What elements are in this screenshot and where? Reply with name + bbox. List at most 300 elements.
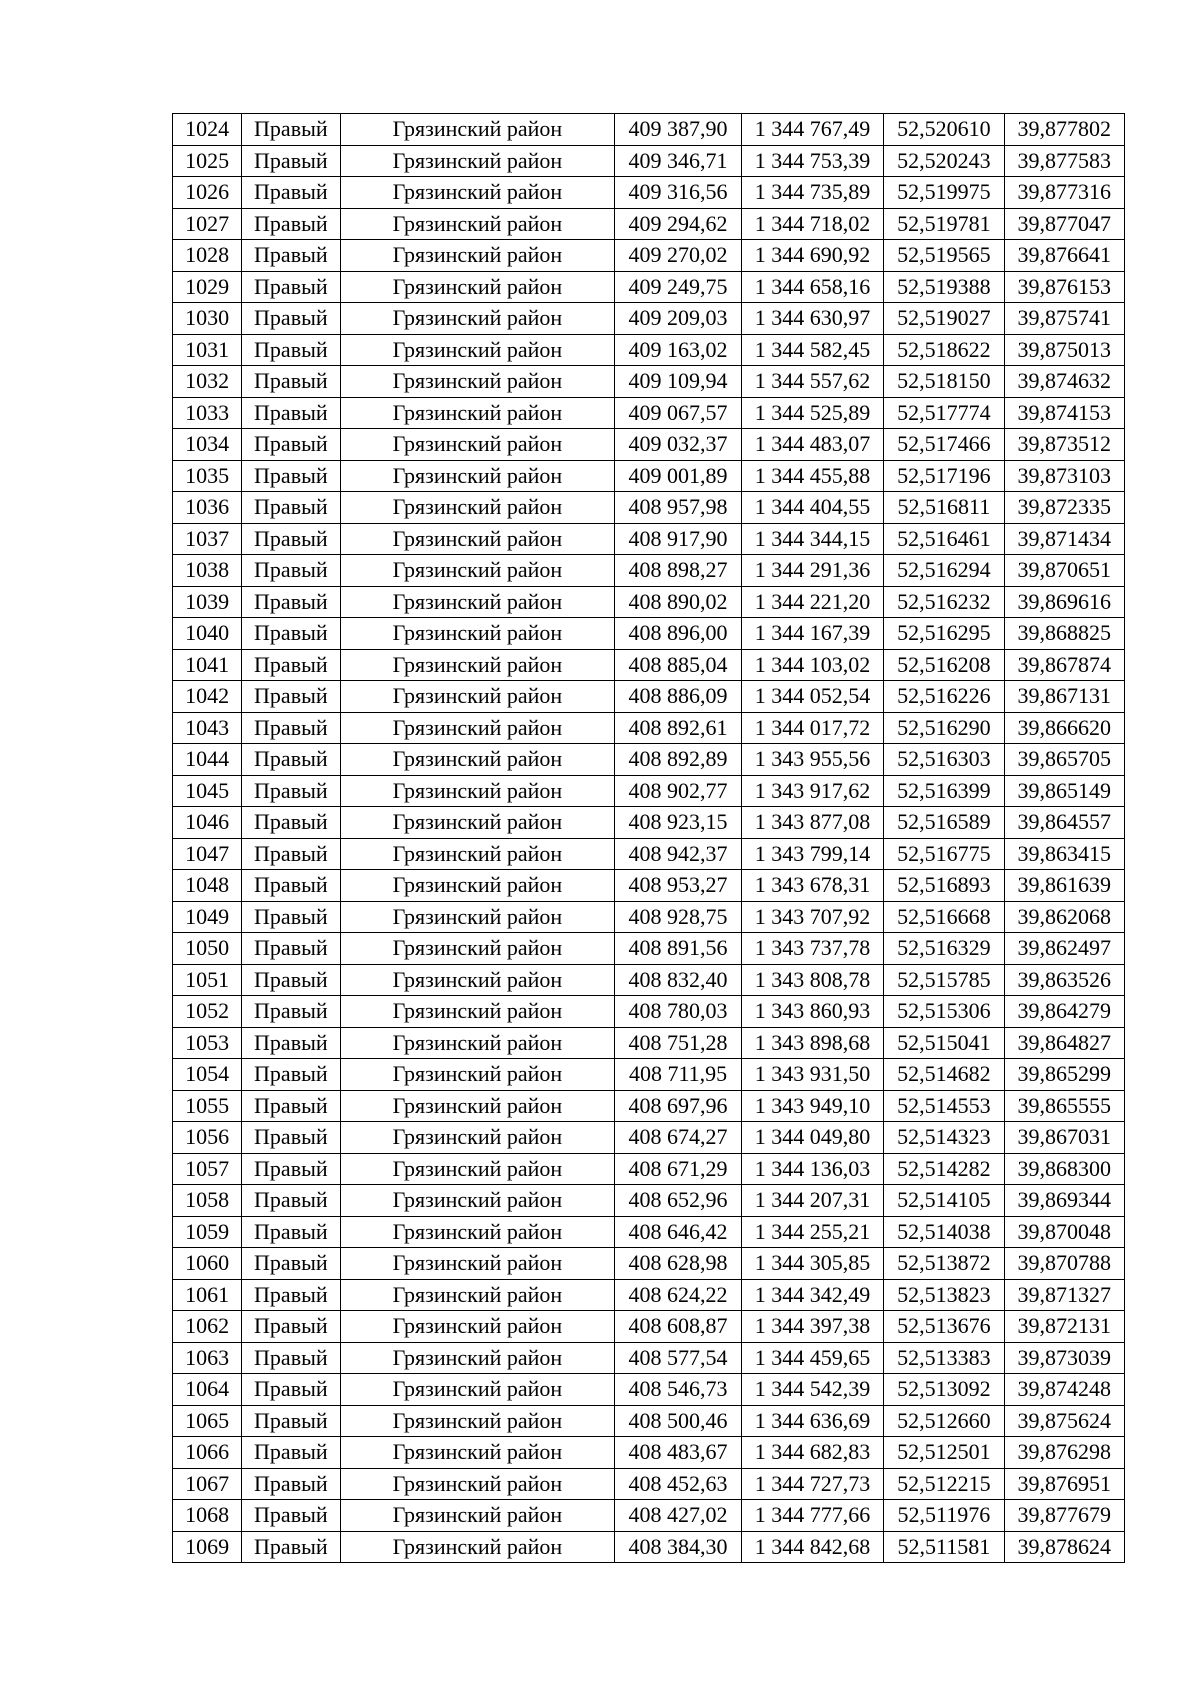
point-number-cell: 1064 bbox=[173, 1374, 242, 1406]
longitude-cell: 39,877679 bbox=[1004, 1500, 1124, 1532]
longitude-cell: 39,865705 bbox=[1004, 744, 1124, 776]
x-coordinate-cell: 409 109,94 bbox=[615, 366, 741, 398]
district-cell: Грязинский район bbox=[340, 208, 615, 240]
table-row bbox=[173, 366, 1125, 398]
point-number-cell: 1057 bbox=[173, 1153, 242, 1185]
x-coordinate-cell: 409 387,90 bbox=[615, 114, 741, 146]
table-row bbox=[173, 1468, 1125, 1500]
bank-side-cell: Правый bbox=[242, 1374, 340, 1406]
bank-side-cell: Правый bbox=[242, 303, 340, 335]
table-row bbox=[173, 492, 1125, 524]
longitude-cell: 39,862497 bbox=[1004, 933, 1124, 965]
district-cell: Грязинский район bbox=[340, 933, 615, 965]
longitude-cell: 39,877316 bbox=[1004, 177, 1124, 209]
district-cell: Грязинский район bbox=[340, 1059, 615, 1091]
table-row bbox=[173, 964, 1125, 996]
y-coordinate-cell: 1 344 483,07 bbox=[741, 429, 883, 461]
bank-side-cell: Правый bbox=[242, 555, 340, 587]
x-coordinate-cell: 408 896,00 bbox=[615, 618, 741, 650]
latitude-cell: 52,517774 bbox=[884, 397, 1004, 429]
longitude-cell: 39,876951 bbox=[1004, 1468, 1124, 1500]
latitude-cell: 52,519975 bbox=[884, 177, 1004, 209]
x-coordinate-cell: 408 483,67 bbox=[615, 1437, 741, 1469]
district-cell: Грязинский район bbox=[340, 1248, 615, 1280]
table-row bbox=[173, 1405, 1125, 1437]
point-number-cell: 1062 bbox=[173, 1311, 242, 1343]
point-number-cell: 1039 bbox=[173, 586, 242, 618]
bank-side-cell: Правый bbox=[242, 1248, 340, 1280]
y-coordinate-cell: 1 344 291,36 bbox=[741, 555, 883, 587]
y-coordinate-cell: 1 344 753,39 bbox=[741, 145, 883, 177]
table-row bbox=[173, 838, 1125, 870]
table-row bbox=[173, 303, 1125, 335]
bank-side-cell: Правый bbox=[242, 586, 340, 618]
y-coordinate-cell: 1 344 525,89 bbox=[741, 397, 883, 429]
x-coordinate-cell: 408 892,89 bbox=[615, 744, 741, 776]
y-coordinate-cell: 1 344 718,02 bbox=[741, 208, 883, 240]
table-row bbox=[173, 208, 1125, 240]
longitude-cell: 39,867131 bbox=[1004, 681, 1124, 713]
table-row bbox=[173, 429, 1125, 461]
bank-side-cell: Правый bbox=[242, 712, 340, 744]
longitude-cell: 39,868825 bbox=[1004, 618, 1124, 650]
point-number-cell: 1058 bbox=[173, 1185, 242, 1217]
district-cell: Грязинский район bbox=[340, 1342, 615, 1374]
latitude-cell: 52,516461 bbox=[884, 523, 1004, 555]
x-coordinate-cell: 408 674,27 bbox=[615, 1122, 741, 1154]
latitude-cell: 52,514282 bbox=[884, 1153, 1004, 1185]
district-cell: Грязинский район bbox=[340, 429, 615, 461]
latitude-cell: 52,519781 bbox=[884, 208, 1004, 240]
y-coordinate-cell: 1 344 049,80 bbox=[741, 1122, 883, 1154]
longitude-cell: 39,873103 bbox=[1004, 460, 1124, 492]
district-cell: Грязинский район bbox=[340, 555, 615, 587]
district-cell: Грязинский район bbox=[340, 366, 615, 398]
x-coordinate-cell: 408 832,40 bbox=[615, 964, 741, 996]
latitude-cell: 52,514323 bbox=[884, 1122, 1004, 1154]
y-coordinate-cell: 1 344 682,83 bbox=[741, 1437, 883, 1469]
y-coordinate-cell: 1 344 735,89 bbox=[741, 177, 883, 209]
x-coordinate-cell: 409 346,71 bbox=[615, 145, 741, 177]
bank-side-cell: Правый bbox=[242, 1027, 340, 1059]
table-row bbox=[173, 460, 1125, 492]
longitude-cell: 39,872335 bbox=[1004, 492, 1124, 524]
x-coordinate-cell: 408 923,15 bbox=[615, 807, 741, 839]
latitude-cell: 52,516294 bbox=[884, 555, 1004, 587]
district-cell: Грязинский район bbox=[340, 1374, 615, 1406]
point-number-cell: 1066 bbox=[173, 1437, 242, 1469]
table-row bbox=[173, 1090, 1125, 1122]
x-coordinate-cell: 408 577,54 bbox=[615, 1342, 741, 1374]
longitude-cell: 39,876298 bbox=[1004, 1437, 1124, 1469]
y-coordinate-cell: 1 344 542,39 bbox=[741, 1374, 883, 1406]
y-coordinate-cell: 1 343 898,68 bbox=[741, 1027, 883, 1059]
point-number-cell: 1033 bbox=[173, 397, 242, 429]
point-number-cell: 1043 bbox=[173, 712, 242, 744]
latitude-cell: 52,513676 bbox=[884, 1311, 1004, 1343]
table-row bbox=[173, 1216, 1125, 1248]
y-coordinate-cell: 1 344 767,49 bbox=[741, 114, 883, 146]
y-coordinate-cell: 1 343 931,50 bbox=[741, 1059, 883, 1091]
longitude-cell: 39,873039 bbox=[1004, 1342, 1124, 1374]
table-row bbox=[173, 586, 1125, 618]
bank-side-cell: Правый bbox=[242, 681, 340, 713]
x-coordinate-cell: 409 001,89 bbox=[615, 460, 741, 492]
bank-side-cell: Правый bbox=[242, 933, 340, 965]
x-coordinate-cell: 408 886,09 bbox=[615, 681, 741, 713]
x-coordinate-cell: 408 628,98 bbox=[615, 1248, 741, 1280]
y-coordinate-cell: 1 343 917,62 bbox=[741, 775, 883, 807]
coordinates-table bbox=[172, 113, 1125, 1563]
bank-side-cell: Правый bbox=[242, 366, 340, 398]
y-coordinate-cell: 1 343 808,78 bbox=[741, 964, 883, 996]
district-cell: Грязинский район bbox=[340, 114, 615, 146]
point-number-cell: 1035 bbox=[173, 460, 242, 492]
point-number-cell: 1036 bbox=[173, 492, 242, 524]
longitude-cell: 39,872131 bbox=[1004, 1311, 1124, 1343]
latitude-cell: 52,519388 bbox=[884, 271, 1004, 303]
longitude-cell: 39,875741 bbox=[1004, 303, 1124, 335]
latitude-cell: 52,518622 bbox=[884, 334, 1004, 366]
latitude-cell: 52,516232 bbox=[884, 586, 1004, 618]
district-cell: Грязинский район bbox=[340, 523, 615, 555]
y-coordinate-cell: 1 344 842,68 bbox=[741, 1531, 883, 1563]
table-row bbox=[173, 649, 1125, 681]
district-cell: Грязинский район bbox=[340, 240, 615, 272]
district-cell: Грязинский район bbox=[340, 681, 615, 713]
table-row bbox=[173, 114, 1125, 146]
latitude-cell: 52,516811 bbox=[884, 492, 1004, 524]
bank-side-cell: Правый bbox=[242, 901, 340, 933]
x-coordinate-cell: 408 902,77 bbox=[615, 775, 741, 807]
table-row bbox=[173, 1311, 1125, 1343]
longitude-cell: 39,864279 bbox=[1004, 996, 1124, 1028]
district-cell: Грязинский район bbox=[340, 964, 615, 996]
district-cell: Грязинский район bbox=[340, 1216, 615, 1248]
x-coordinate-cell: 408 427,02 bbox=[615, 1500, 741, 1532]
latitude-cell: 52,519565 bbox=[884, 240, 1004, 272]
y-coordinate-cell: 1 344 557,62 bbox=[741, 366, 883, 398]
x-coordinate-cell: 408 711,95 bbox=[615, 1059, 741, 1091]
bank-side-cell: Правый bbox=[242, 145, 340, 177]
point-number-cell: 1052 bbox=[173, 996, 242, 1028]
x-coordinate-cell: 408 928,75 bbox=[615, 901, 741, 933]
x-coordinate-cell: 408 780,03 bbox=[615, 996, 741, 1028]
bank-side-cell: Правый bbox=[242, 1500, 340, 1532]
point-number-cell: 1048 bbox=[173, 870, 242, 902]
longitude-cell: 39,871327 bbox=[1004, 1279, 1124, 1311]
bank-side-cell: Правый bbox=[242, 492, 340, 524]
latitude-cell: 52,516893 bbox=[884, 870, 1004, 902]
longitude-cell: 39,871434 bbox=[1004, 523, 1124, 555]
y-coordinate-cell: 1 344 397,38 bbox=[741, 1311, 883, 1343]
longitude-cell: 39,876641 bbox=[1004, 240, 1124, 272]
district-cell: Грязинский район bbox=[340, 1185, 615, 1217]
x-coordinate-cell: 408 624,22 bbox=[615, 1279, 741, 1311]
y-coordinate-cell: 1 343 877,08 bbox=[741, 807, 883, 839]
latitude-cell: 52,515041 bbox=[884, 1027, 1004, 1059]
x-coordinate-cell: 409 209,03 bbox=[615, 303, 741, 335]
table-row bbox=[173, 523, 1125, 555]
x-coordinate-cell: 409 316,56 bbox=[615, 177, 741, 209]
latitude-cell: 52,516668 bbox=[884, 901, 1004, 933]
latitude-cell: 52,515785 bbox=[884, 964, 1004, 996]
longitude-cell: 39,876153 bbox=[1004, 271, 1124, 303]
bank-side-cell: Правый bbox=[242, 1185, 340, 1217]
table-body bbox=[173, 114, 1125, 1563]
table-row bbox=[173, 271, 1125, 303]
longitude-cell: 39,870048 bbox=[1004, 1216, 1124, 1248]
district-cell: Грязинский район bbox=[340, 1027, 615, 1059]
latitude-cell: 52,516226 bbox=[884, 681, 1004, 713]
district-cell: Грязинский район bbox=[340, 901, 615, 933]
longitude-cell: 39,865149 bbox=[1004, 775, 1124, 807]
table-row bbox=[173, 1279, 1125, 1311]
longitude-cell: 39,870651 bbox=[1004, 555, 1124, 587]
y-coordinate-cell: 1 344 658,16 bbox=[741, 271, 883, 303]
point-number-cell: 1055 bbox=[173, 1090, 242, 1122]
latitude-cell: 52,516303 bbox=[884, 744, 1004, 776]
bank-side-cell: Правый bbox=[242, 1279, 340, 1311]
table-row bbox=[173, 240, 1125, 272]
latitude-cell: 52,512660 bbox=[884, 1405, 1004, 1437]
longitude-cell: 39,877802 bbox=[1004, 114, 1124, 146]
bank-side-cell: Правый bbox=[242, 271, 340, 303]
district-cell: Грязинский район bbox=[340, 870, 615, 902]
point-number-cell: 1049 bbox=[173, 901, 242, 933]
point-number-cell: 1056 bbox=[173, 1122, 242, 1154]
x-coordinate-cell: 408 751,28 bbox=[615, 1027, 741, 1059]
latitude-cell: 52,513092 bbox=[884, 1374, 1004, 1406]
table-row bbox=[173, 1437, 1125, 1469]
point-number-cell: 1061 bbox=[173, 1279, 242, 1311]
district-cell: Грязинский район bbox=[340, 1468, 615, 1500]
table-row bbox=[173, 1059, 1125, 1091]
y-coordinate-cell: 1 344 167,39 bbox=[741, 618, 883, 650]
table-row bbox=[173, 712, 1125, 744]
bank-side-cell: Правый bbox=[242, 208, 340, 240]
point-number-cell: 1063 bbox=[173, 1342, 242, 1374]
district-cell: Грязинский район bbox=[340, 649, 615, 681]
y-coordinate-cell: 1 343 860,93 bbox=[741, 996, 883, 1028]
longitude-cell: 39,874153 bbox=[1004, 397, 1124, 429]
district-cell: Грязинский район bbox=[340, 334, 615, 366]
district-cell: Грязинский район bbox=[340, 145, 615, 177]
point-number-cell: 1029 bbox=[173, 271, 242, 303]
table-row bbox=[173, 334, 1125, 366]
latitude-cell: 52,513383 bbox=[884, 1342, 1004, 1374]
bank-side-cell: Правый bbox=[242, 964, 340, 996]
y-coordinate-cell: 1 344 455,88 bbox=[741, 460, 883, 492]
bank-side-cell: Правый bbox=[242, 1437, 340, 1469]
longitude-cell: 39,868300 bbox=[1004, 1153, 1124, 1185]
table-row bbox=[173, 775, 1125, 807]
district-cell: Грязинский район bbox=[340, 744, 615, 776]
y-coordinate-cell: 1 344 630,97 bbox=[741, 303, 883, 335]
bank-side-cell: Правый bbox=[242, 1153, 340, 1185]
latitude-cell: 52,517196 bbox=[884, 460, 1004, 492]
point-number-cell: 1042 bbox=[173, 681, 242, 713]
longitude-cell: 39,878624 bbox=[1004, 1531, 1124, 1563]
point-number-cell: 1038 bbox=[173, 555, 242, 587]
district-cell: Грязинский район bbox=[340, 586, 615, 618]
y-coordinate-cell: 1 344 017,72 bbox=[741, 712, 883, 744]
point-number-cell: 1060 bbox=[173, 1248, 242, 1280]
longitude-cell: 39,864827 bbox=[1004, 1027, 1124, 1059]
district-cell: Грязинский район bbox=[340, 460, 615, 492]
y-coordinate-cell: 1 344 777,66 bbox=[741, 1500, 883, 1532]
x-coordinate-cell: 408 890,02 bbox=[615, 586, 741, 618]
bank-side-cell: Правый bbox=[242, 334, 340, 366]
point-number-cell: 1027 bbox=[173, 208, 242, 240]
y-coordinate-cell: 1 343 737,78 bbox=[741, 933, 883, 965]
bank-side-cell: Правый bbox=[242, 177, 340, 209]
latitude-cell: 52,518150 bbox=[884, 366, 1004, 398]
point-number-cell: 1028 bbox=[173, 240, 242, 272]
longitude-cell: 39,861639 bbox=[1004, 870, 1124, 902]
point-number-cell: 1025 bbox=[173, 145, 242, 177]
point-number-cell: 1047 bbox=[173, 838, 242, 870]
latitude-cell: 52,516589 bbox=[884, 807, 1004, 839]
y-coordinate-cell: 1 344 103,02 bbox=[741, 649, 883, 681]
district-cell: Грязинский район bbox=[340, 397, 615, 429]
latitude-cell: 52,517466 bbox=[884, 429, 1004, 461]
longitude-cell: 39,863415 bbox=[1004, 838, 1124, 870]
latitude-cell: 52,514105 bbox=[884, 1185, 1004, 1217]
point-number-cell: 1031 bbox=[173, 334, 242, 366]
x-coordinate-cell: 408 885,04 bbox=[615, 649, 741, 681]
table-row bbox=[173, 870, 1125, 902]
x-coordinate-cell: 408 957,98 bbox=[615, 492, 741, 524]
x-coordinate-cell: 408 891,56 bbox=[615, 933, 741, 965]
y-coordinate-cell: 1 343 678,31 bbox=[741, 870, 883, 902]
bank-side-cell: Правый bbox=[242, 523, 340, 555]
x-coordinate-cell: 408 898,27 bbox=[615, 555, 741, 587]
bank-side-cell: Правый bbox=[242, 838, 340, 870]
y-coordinate-cell: 1 344 404,55 bbox=[741, 492, 883, 524]
point-number-cell: 1051 bbox=[173, 964, 242, 996]
y-coordinate-cell: 1 343 707,92 bbox=[741, 901, 883, 933]
table-row bbox=[173, 618, 1125, 650]
point-number-cell: 1032 bbox=[173, 366, 242, 398]
bank-side-cell: Правый bbox=[242, 744, 340, 776]
bank-side-cell: Правый bbox=[242, 649, 340, 681]
latitude-cell: 52,514038 bbox=[884, 1216, 1004, 1248]
bank-side-cell: Правый bbox=[242, 1059, 340, 1091]
x-coordinate-cell: 408 500,46 bbox=[615, 1405, 741, 1437]
district-cell: Грязинский район bbox=[340, 807, 615, 839]
district-cell: Грязинский район bbox=[340, 1153, 615, 1185]
district-cell: Грязинский район bbox=[340, 1531, 615, 1563]
district-cell: Грязинский район bbox=[340, 1437, 615, 1469]
longitude-cell: 39,867031 bbox=[1004, 1122, 1124, 1154]
latitude-cell: 52,514682 bbox=[884, 1059, 1004, 1091]
bank-side-cell: Правый bbox=[242, 775, 340, 807]
point-number-cell: 1054 bbox=[173, 1059, 242, 1091]
x-coordinate-cell: 409 249,75 bbox=[615, 271, 741, 303]
point-number-cell: 1065 bbox=[173, 1405, 242, 1437]
x-coordinate-cell: 408 942,37 bbox=[615, 838, 741, 870]
bank-side-cell: Правый bbox=[242, 460, 340, 492]
bank-side-cell: Правый bbox=[242, 1090, 340, 1122]
bank-side-cell: Правый bbox=[242, 114, 340, 146]
longitude-cell: 39,862068 bbox=[1004, 901, 1124, 933]
point-number-cell: 1040 bbox=[173, 618, 242, 650]
point-number-cell: 1053 bbox=[173, 1027, 242, 1059]
bank-side-cell: Правый bbox=[242, 1216, 340, 1248]
latitude-cell: 52,516295 bbox=[884, 618, 1004, 650]
longitude-cell: 39,863526 bbox=[1004, 964, 1124, 996]
bank-side-cell: Правый bbox=[242, 618, 340, 650]
point-number-cell: 1044 bbox=[173, 744, 242, 776]
point-number-cell: 1046 bbox=[173, 807, 242, 839]
latitude-cell: 52,520610 bbox=[884, 114, 1004, 146]
point-number-cell: 1067 bbox=[173, 1468, 242, 1500]
longitude-cell: 39,874632 bbox=[1004, 366, 1124, 398]
x-coordinate-cell: 409 270,02 bbox=[615, 240, 741, 272]
district-cell: Грязинский район bbox=[340, 177, 615, 209]
point-number-cell: 1041 bbox=[173, 649, 242, 681]
x-coordinate-cell: 409 067,57 bbox=[615, 397, 741, 429]
longitude-cell: 39,869344 bbox=[1004, 1185, 1124, 1217]
y-coordinate-cell: 1 343 949,10 bbox=[741, 1090, 883, 1122]
latitude-cell: 52,512215 bbox=[884, 1468, 1004, 1500]
point-number-cell: 1068 bbox=[173, 1500, 242, 1532]
bank-side-cell: Правый bbox=[242, 1342, 340, 1374]
x-coordinate-cell: 408 697,96 bbox=[615, 1090, 741, 1122]
district-cell: Грязинский район bbox=[340, 492, 615, 524]
y-coordinate-cell: 1 344 342,49 bbox=[741, 1279, 883, 1311]
point-number-cell: 1050 bbox=[173, 933, 242, 965]
bank-side-cell: Правый bbox=[242, 1311, 340, 1343]
x-coordinate-cell: 408 384,30 bbox=[615, 1531, 741, 1563]
point-number-cell: 1059 bbox=[173, 1216, 242, 1248]
longitude-cell: 39,874248 bbox=[1004, 1374, 1124, 1406]
longitude-cell: 39,864557 bbox=[1004, 807, 1124, 839]
point-number-cell: 1030 bbox=[173, 303, 242, 335]
table-row bbox=[173, 1342, 1125, 1374]
table-row bbox=[173, 933, 1125, 965]
district-cell: Грязинский район bbox=[340, 1311, 615, 1343]
longitude-cell: 39,873512 bbox=[1004, 429, 1124, 461]
table-row bbox=[173, 744, 1125, 776]
longitude-cell: 39,870788 bbox=[1004, 1248, 1124, 1280]
point-number-cell: 1069 bbox=[173, 1531, 242, 1563]
longitude-cell: 39,869616 bbox=[1004, 586, 1124, 618]
table-row bbox=[173, 1248, 1125, 1280]
district-cell: Грязинский район bbox=[340, 996, 615, 1028]
district-cell: Грязинский район bbox=[340, 1090, 615, 1122]
y-coordinate-cell: 1 344 305,85 bbox=[741, 1248, 883, 1280]
latitude-cell: 52,511976 bbox=[884, 1500, 1004, 1532]
district-cell: Грязинский район bbox=[340, 1500, 615, 1532]
table-row bbox=[173, 1185, 1125, 1217]
table-row bbox=[173, 901, 1125, 933]
latitude-cell: 52,516290 bbox=[884, 712, 1004, 744]
x-coordinate-cell: 409 163,02 bbox=[615, 334, 741, 366]
y-coordinate-cell: 1 344 582,45 bbox=[741, 334, 883, 366]
district-cell: Грязинский район bbox=[340, 1405, 615, 1437]
point-number-cell: 1034 bbox=[173, 429, 242, 461]
latitude-cell: 52,516775 bbox=[884, 838, 1004, 870]
latitude-cell: 52,515306 bbox=[884, 996, 1004, 1028]
table-row bbox=[173, 1153, 1125, 1185]
table-row bbox=[173, 1027, 1125, 1059]
x-coordinate-cell: 408 546,73 bbox=[615, 1374, 741, 1406]
longitude-cell: 39,865299 bbox=[1004, 1059, 1124, 1091]
y-coordinate-cell: 1 344 690,92 bbox=[741, 240, 883, 272]
x-coordinate-cell: 409 294,62 bbox=[615, 208, 741, 240]
